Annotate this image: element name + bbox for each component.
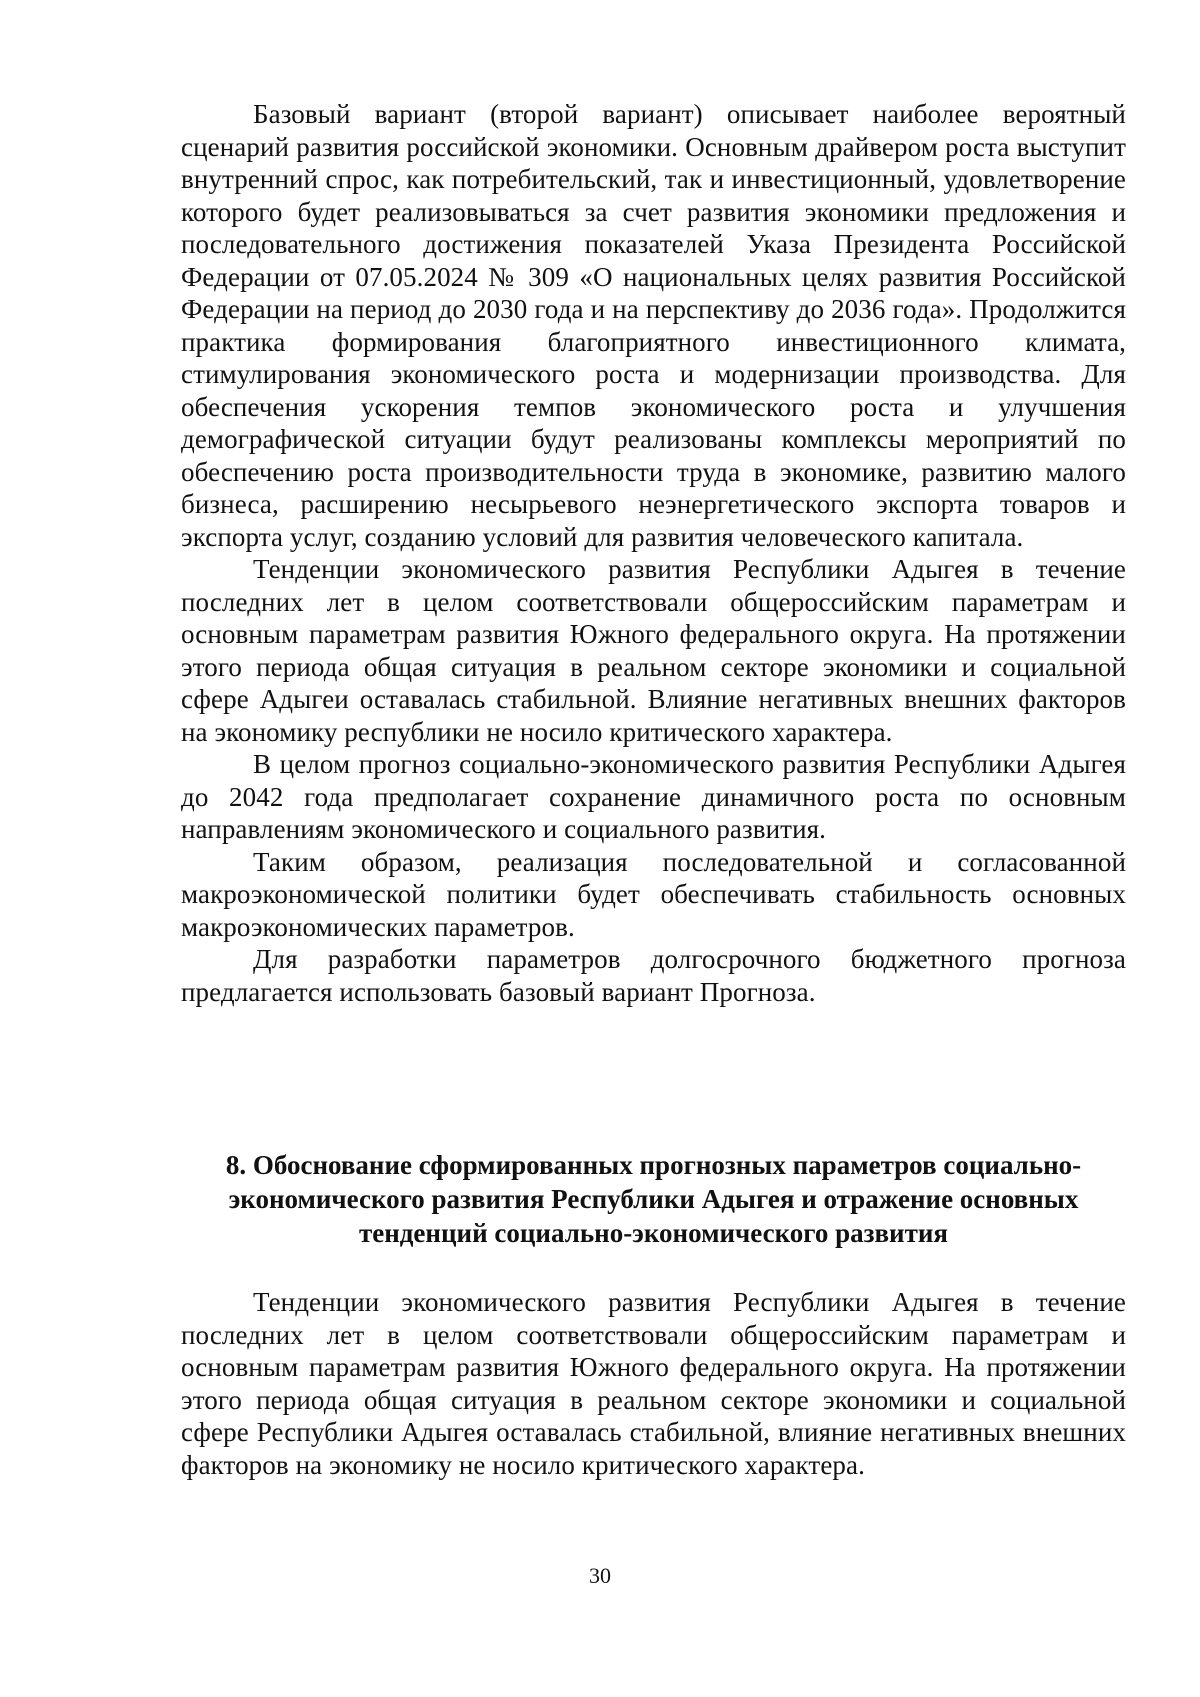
paragraph-base-scenario: Базовый вариант (второй вариант) описывает наиболее вероятный сценарий развития российской экономики. Основным драйвером роста выступит внутренний спрос, как потребительский, так и инвестиционный, удовлетворение которого будет реализовываться за счет развития экономики предложения и последовательного достижения показателей Указа Президента Российской Федерации от 07.05.2024 № 309 «О национальных целях развития Российской Федерации на период до 2030 года и на перспективу до 2036 года». Продолжится практика формирования благоприятного инвестиционного климата, стимулирования экономического роста и модернизации производства. Для обеспечения ускорения темпов экономического роста и улучшения демографической ситуации будут реализованы комплексы мероприятий по обеспечению роста производительности труда в экономике, развитию малого бизнеса, расширению несырьевого неэнергетического экспорта товаров и экспорта услуг, созданию условий для развития человеческого капитала. bbox=[181, 99, 1126, 552]
section-heading: 8. Обоснование сформированных прогнозных параметров социально-экономического развития Республики Адыгея и отражение основных тенденций социально-экономического развития bbox=[225, 1150, 1082, 1248]
paragraph-macro-policy: Таким образом, реализация последовательной и согласованной макроэкономической политики будет обеспечивать стабильность основных макроэкономических параметров. bbox=[181, 846, 1126, 942]
paragraph-budget-forecast: Для разработки параметров долгосрочного бюджетного прогноза предлагается использовать базовый вариант Прогноза. bbox=[181, 944, 1126, 1007]
paragraph-trends: Тенденции экономического развития Республики Адыгея в течение последних лет в целом соответствовали общероссийским параметрам и основным параметрам развития Южного федерального округа. На протяжении этого периода общая ситуация в реальном секторе экономики и социальной сфере Адыгеи оставалась стабильной. Влияние негативных внешних факторов на экономику республики не носило критического характера. bbox=[181, 554, 1126, 747]
paragraph-trends-section8: Тенденции экономического развития Республики Адыгея в течение последних лет в целом соответствовали общероссийским параметрам и основным параметрам развития Южного федерального округа. На протяжении этого периода общая ситуация в реальном секторе экономики и социальной сфере Республики Адыгея оставалась стабильной, влияние негативных внешних факторов на экономику не носило критического характера. bbox=[181, 1287, 1126, 1480]
body-text-top bbox=[181, 98, 1126, 1008]
paragraph-forecast-2042: В целом прогноз социально-экономического развития Республики Адыгея до 2042 года предполагает сохранение динамичного роста по основным направлениям экономического и социального развития. bbox=[181, 749, 1126, 844]
body-text-bottom bbox=[181, 1286, 1126, 1481]
page-number: 30 bbox=[589, 1563, 611, 1588]
